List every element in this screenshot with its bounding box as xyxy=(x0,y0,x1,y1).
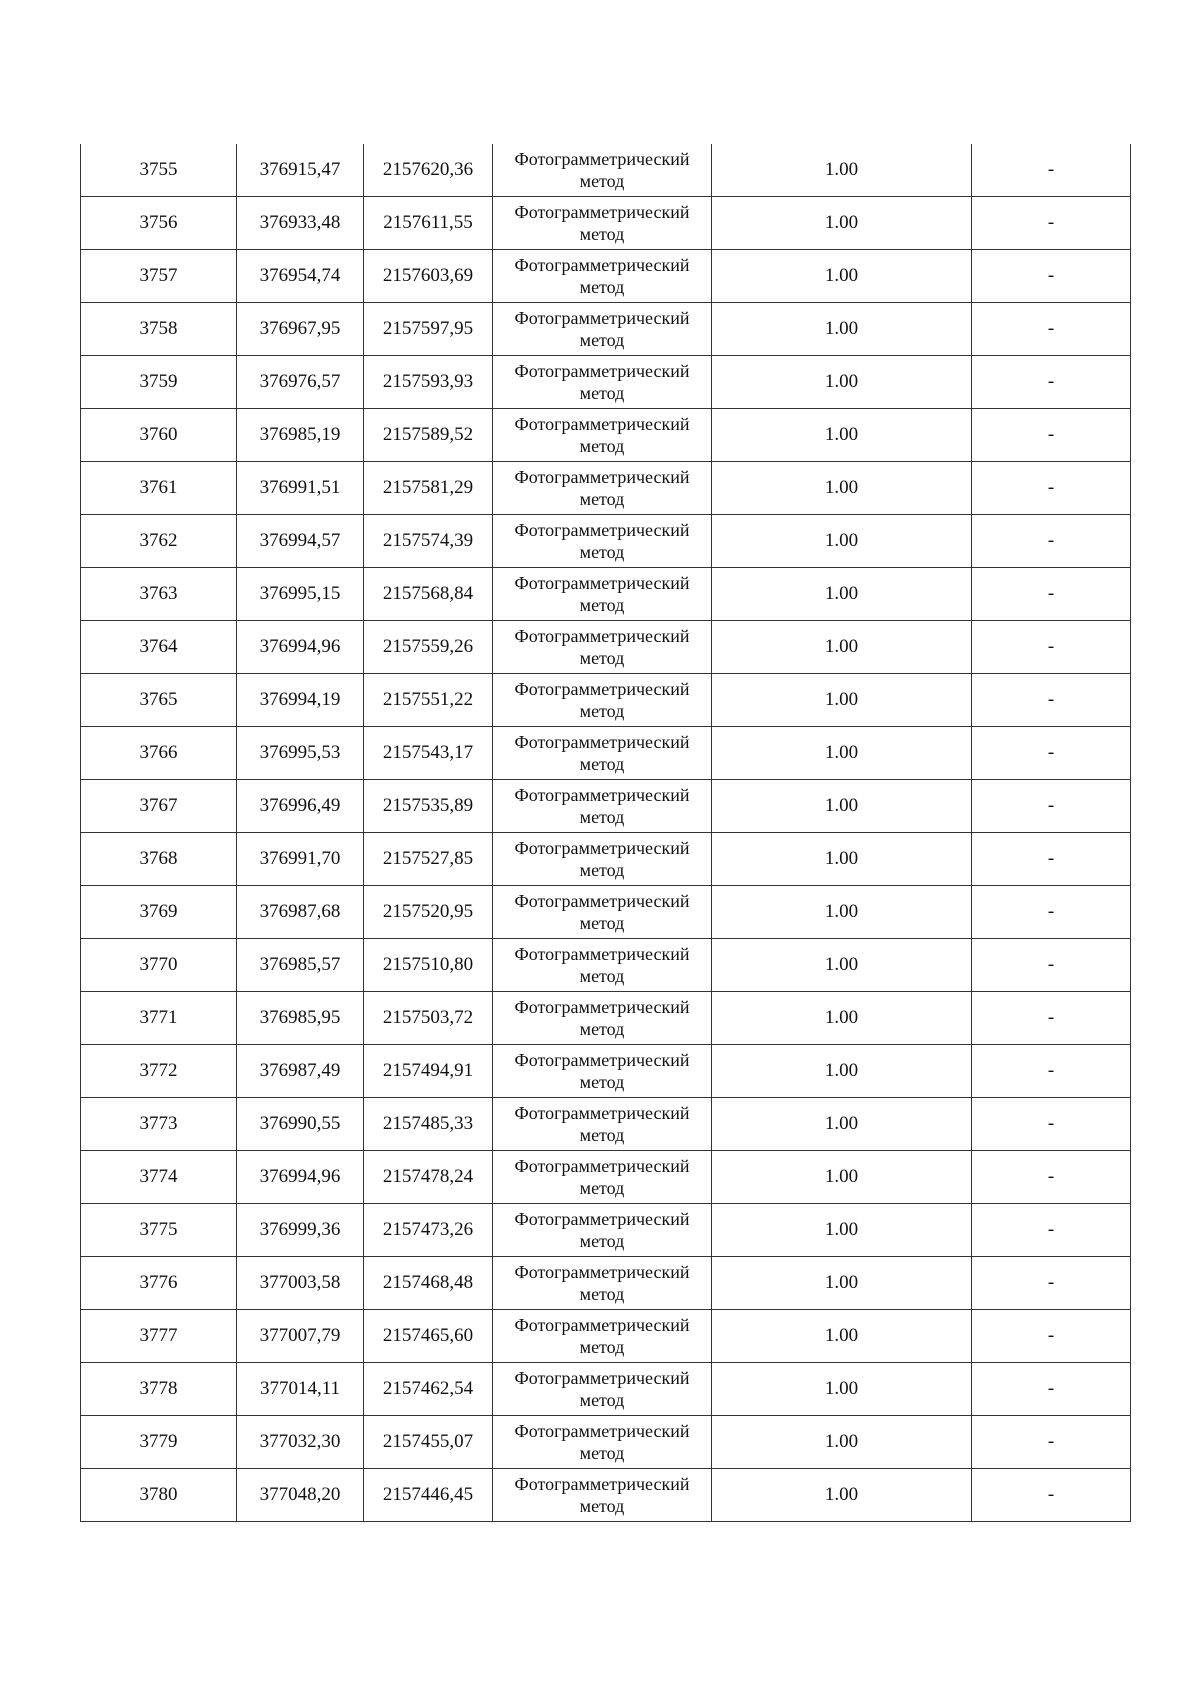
method-text-line1: Фотограмметрический xyxy=(514,1421,690,1441)
method-text-line1: Фотограмметрический xyxy=(514,1103,690,1123)
accuracy-cell: 1.00 xyxy=(712,1098,972,1151)
table-row xyxy=(81,356,1131,409)
method-text-line2: метод xyxy=(579,277,625,297)
accuracy-cell: 1.00 xyxy=(712,568,972,621)
method-text-line2: метод xyxy=(579,1178,625,1198)
table-row xyxy=(81,250,1131,303)
coordinate-x-cell: 377014,11 xyxy=(237,1363,364,1416)
method-cell xyxy=(493,144,712,197)
note-cell: - xyxy=(972,1310,1131,1363)
method-text-line2: метод xyxy=(579,542,625,562)
point-number-cell: 3758 xyxy=(81,303,237,356)
method-cell xyxy=(493,1098,712,1151)
method-text-line2: метод xyxy=(579,1390,625,1410)
method-cell xyxy=(493,727,712,780)
method-text-line2: метод xyxy=(579,330,625,350)
note-cell: - xyxy=(972,303,1131,356)
coordinate-y-cell: 2157462,54 xyxy=(364,1363,493,1416)
coordinate-x-cell: 376994,96 xyxy=(237,1151,364,1204)
coordinate-y-cell: 2157478,24 xyxy=(364,1151,493,1204)
accuracy-cell: 1.00 xyxy=(712,727,972,780)
accuracy-cell: 1.00 xyxy=(712,144,972,197)
point-number-cell: 3780 xyxy=(81,1469,237,1522)
accuracy-cell: 1.00 xyxy=(712,1204,972,1257)
method-cell xyxy=(493,674,712,727)
note-cell: - xyxy=(972,674,1131,727)
coordinate-x-cell: 377003,58 xyxy=(237,1257,364,1310)
coordinate-x-cell: 376933,48 xyxy=(237,197,364,250)
method-cell xyxy=(493,1045,712,1098)
method-text-line2: метод xyxy=(579,754,625,774)
note-cell: - xyxy=(972,144,1131,197)
accuracy-cell: 1.00 xyxy=(712,1045,972,1098)
method-text-line2: метод xyxy=(579,171,625,191)
point-number-cell: 3759 xyxy=(81,356,237,409)
accuracy-cell: 1.00 xyxy=(712,303,972,356)
method-text-line1: Фотограмметрический xyxy=(514,944,690,964)
method-text-line1: Фотограмметрический xyxy=(514,1209,690,1229)
method-cell xyxy=(493,303,712,356)
method-cell xyxy=(493,197,712,250)
note-cell: - xyxy=(972,250,1131,303)
coordinate-x-cell: 376967,95 xyxy=(237,303,364,356)
method-text-line1: Фотограмметрический xyxy=(514,785,690,805)
method-text-line2: метод xyxy=(579,489,625,509)
accuracy-cell: 1.00 xyxy=(712,250,972,303)
table-row xyxy=(81,1204,1131,1257)
coordinate-y-cell: 2157473,26 xyxy=(364,1204,493,1257)
accuracy-cell: 1.00 xyxy=(712,1416,972,1469)
method-cell xyxy=(493,409,712,462)
coordinate-y-cell: 2157597,95 xyxy=(364,303,493,356)
method-text-line1: Фотограмметрический xyxy=(514,626,690,646)
coordinate-x-cell: 376987,68 xyxy=(237,886,364,939)
point-number-cell: 3766 xyxy=(81,727,237,780)
note-cell: - xyxy=(972,886,1131,939)
method-text-line2: метод xyxy=(579,1019,625,1039)
point-number-cell: 3768 xyxy=(81,833,237,886)
coordinate-y-cell: 2157611,55 xyxy=(364,197,493,250)
table-row xyxy=(81,303,1131,356)
method-text-line2: метод xyxy=(579,595,625,615)
method-text-line2: метод xyxy=(579,807,625,827)
coordinate-y-cell: 2157520,95 xyxy=(364,886,493,939)
coordinate-x-cell: 376976,57 xyxy=(237,356,364,409)
coordinate-x-cell: 376954,74 xyxy=(237,250,364,303)
method-cell xyxy=(493,939,712,992)
method-cell xyxy=(493,1416,712,1469)
method-cell xyxy=(493,515,712,568)
table-row xyxy=(81,1416,1131,1469)
method-text-line2: метод xyxy=(579,1443,625,1463)
table-row xyxy=(81,144,1131,197)
method-cell xyxy=(493,1257,712,1310)
coordinates-table-body xyxy=(81,144,1131,1522)
coordinate-y-cell: 2157543,17 xyxy=(364,727,493,780)
table-row xyxy=(81,886,1131,939)
coordinate-x-cell: 377032,30 xyxy=(237,1416,364,1469)
table-row xyxy=(81,833,1131,886)
method-text-line1: Фотограмметрический xyxy=(514,1262,690,1282)
point-number-cell: 3777 xyxy=(81,1310,237,1363)
method-text-line2: метод xyxy=(579,1072,625,1092)
method-text-line1: Фотограмметрический xyxy=(514,891,690,911)
coordinate-y-cell: 2157603,69 xyxy=(364,250,493,303)
point-number-cell: 3757 xyxy=(81,250,237,303)
method-text-line2: метод xyxy=(579,648,625,668)
accuracy-cell: 1.00 xyxy=(712,992,972,1045)
table-row xyxy=(81,1363,1131,1416)
table-row xyxy=(81,1151,1131,1204)
method-cell xyxy=(493,462,712,515)
coordinate-x-cell: 376996,49 xyxy=(237,780,364,833)
method-text-line1: Фотограмметрический xyxy=(514,1368,690,1388)
point-number-cell: 3770 xyxy=(81,939,237,992)
point-number-cell: 3764 xyxy=(81,621,237,674)
method-text-line1: Фотограмметрический xyxy=(514,520,690,540)
accuracy-cell: 1.00 xyxy=(712,515,972,568)
coordinate-x-cell: 376990,55 xyxy=(237,1098,364,1151)
coordinate-y-cell: 2157485,33 xyxy=(364,1098,493,1151)
point-number-cell: 3767 xyxy=(81,780,237,833)
coordinate-y-cell: 2157559,26 xyxy=(364,621,493,674)
method-cell xyxy=(493,1204,712,1257)
table-row xyxy=(81,197,1131,250)
point-number-cell: 3760 xyxy=(81,409,237,462)
method-text-line1: Фотограмметрический xyxy=(514,255,690,275)
note-cell: - xyxy=(972,462,1131,515)
note-cell: - xyxy=(972,780,1131,833)
method-cell xyxy=(493,992,712,1045)
method-text-line1: Фотограмметрический xyxy=(514,202,690,222)
method-cell xyxy=(493,356,712,409)
method-cell xyxy=(493,568,712,621)
coordinate-y-cell: 2157465,60 xyxy=(364,1310,493,1363)
method-text-line2: метод xyxy=(579,383,625,403)
method-text-line1: Фотограмметрический xyxy=(514,838,690,858)
method-text-line1: Фотограмметрический xyxy=(514,149,690,169)
coordinate-x-cell: 376985,95 xyxy=(237,992,364,1045)
method-text-line1: Фотограмметрический xyxy=(514,467,690,487)
accuracy-cell: 1.00 xyxy=(712,462,972,515)
coordinate-y-cell: 2157574,39 xyxy=(364,515,493,568)
table-row xyxy=(81,1257,1131,1310)
accuracy-cell: 1.00 xyxy=(712,1310,972,1363)
coordinate-y-cell: 2157510,80 xyxy=(364,939,493,992)
point-number-cell: 3756 xyxy=(81,197,237,250)
point-number-cell: 3755 xyxy=(81,144,237,197)
table-row xyxy=(81,780,1131,833)
note-cell: - xyxy=(972,621,1131,674)
accuracy-cell: 1.00 xyxy=(712,780,972,833)
method-text-line1: Фотограмметрический xyxy=(514,573,690,593)
method-cell xyxy=(493,886,712,939)
method-cell xyxy=(493,250,712,303)
coordinate-x-cell: 376994,96 xyxy=(237,621,364,674)
coordinate-y-cell: 2157455,07 xyxy=(364,1416,493,1469)
table-row xyxy=(81,515,1131,568)
method-text-line1: Фотограмметрический xyxy=(514,732,690,752)
table-row xyxy=(81,462,1131,515)
note-cell: - xyxy=(972,1363,1131,1416)
coordinates-table xyxy=(80,144,1131,1522)
method-text-line2: метод xyxy=(579,860,625,880)
note-cell: - xyxy=(972,409,1131,462)
method-text-line1: Фотограмметрический xyxy=(514,308,690,328)
coordinate-x-cell: 376995,15 xyxy=(237,568,364,621)
table-row xyxy=(81,1310,1131,1363)
coordinate-x-cell: 376985,57 xyxy=(237,939,364,992)
method-text-line1: Фотограмметрический xyxy=(514,1050,690,1070)
method-text-line1: Фотограмметрический xyxy=(514,414,690,434)
coordinate-y-cell: 2157527,85 xyxy=(364,833,493,886)
method-cell xyxy=(493,621,712,674)
coordinate-x-cell: 376987,49 xyxy=(237,1045,364,1098)
point-number-cell: 3775 xyxy=(81,1204,237,1257)
method-text-line1: Фотограмметрический xyxy=(514,361,690,381)
accuracy-cell: 1.00 xyxy=(712,1257,972,1310)
coordinate-x-cell: 376999,36 xyxy=(237,1204,364,1257)
table-row xyxy=(81,674,1131,727)
note-cell: - xyxy=(972,992,1131,1045)
table-row xyxy=(81,1098,1131,1151)
coordinate-y-cell: 2157535,89 xyxy=(364,780,493,833)
note-cell: - xyxy=(972,727,1131,780)
table-row xyxy=(81,409,1131,462)
method-text-line2: метод xyxy=(579,913,625,933)
table-row xyxy=(81,727,1131,780)
note-cell: - xyxy=(972,1469,1131,1522)
accuracy-cell: 1.00 xyxy=(712,1151,972,1204)
coordinate-x-cell: 376985,19 xyxy=(237,409,364,462)
method-text-line1: Фотограмметрический xyxy=(514,997,690,1017)
note-cell: - xyxy=(972,568,1131,621)
accuracy-cell: 1.00 xyxy=(712,409,972,462)
note-cell: - xyxy=(972,356,1131,409)
table-row xyxy=(81,1469,1131,1522)
method-text-line1: Фотограмметрический xyxy=(514,1156,690,1176)
table-row xyxy=(81,992,1131,1045)
method-cell xyxy=(493,833,712,886)
point-number-cell: 3765 xyxy=(81,674,237,727)
coordinate-y-cell: 2157581,29 xyxy=(364,462,493,515)
method-text-line2: метод xyxy=(579,436,625,456)
note-cell: - xyxy=(972,197,1131,250)
accuracy-cell: 1.00 xyxy=(712,621,972,674)
accuracy-cell: 1.00 xyxy=(712,356,972,409)
method-text-line2: метод xyxy=(579,966,625,986)
method-text-line1: Фотограмметрический xyxy=(514,1315,690,1335)
method-text-line2: метод xyxy=(579,1337,625,1357)
accuracy-cell: 1.00 xyxy=(712,1363,972,1416)
coordinate-y-cell: 2157593,93 xyxy=(364,356,493,409)
coordinate-x-cell: 376915,47 xyxy=(237,144,364,197)
note-cell: - xyxy=(972,1098,1131,1151)
note-cell: - xyxy=(972,939,1131,992)
method-text-line2: метод xyxy=(579,701,625,721)
note-cell: - xyxy=(972,1151,1131,1204)
coordinate-x-cell: 376995,53 xyxy=(237,727,364,780)
note-cell: - xyxy=(972,515,1131,568)
note-cell: - xyxy=(972,833,1131,886)
coordinate-x-cell: 376991,70 xyxy=(237,833,364,886)
coordinate-y-cell: 2157551,22 xyxy=(364,674,493,727)
accuracy-cell: 1.00 xyxy=(712,1469,972,1522)
note-cell: - xyxy=(972,1257,1131,1310)
method-cell xyxy=(493,780,712,833)
accuracy-cell: 1.00 xyxy=(712,197,972,250)
note-cell: - xyxy=(972,1045,1131,1098)
note-cell: - xyxy=(972,1416,1131,1469)
point-number-cell: 3761 xyxy=(81,462,237,515)
point-number-cell: 3776 xyxy=(81,1257,237,1310)
method-text-line1: Фотограмметрический xyxy=(514,679,690,699)
table-row xyxy=(81,939,1131,992)
method-text-line2: метод xyxy=(579,1231,625,1251)
method-cell xyxy=(493,1310,712,1363)
point-number-cell: 3774 xyxy=(81,1151,237,1204)
point-number-cell: 3771 xyxy=(81,992,237,1045)
coordinate-x-cell: 377007,79 xyxy=(237,1310,364,1363)
coordinate-y-cell: 2157494,91 xyxy=(364,1045,493,1098)
method-text-line2: метод xyxy=(579,1125,625,1145)
point-number-cell: 3769 xyxy=(81,886,237,939)
coordinate-x-cell: 377048,20 xyxy=(237,1469,364,1522)
method-text-line2: метод xyxy=(579,1284,625,1304)
table-row xyxy=(81,1045,1131,1098)
method-text-line2: метод xyxy=(579,224,625,244)
coordinate-y-cell: 2157568,84 xyxy=(364,568,493,621)
coordinate-x-cell: 376994,19 xyxy=(237,674,364,727)
accuracy-cell: 1.00 xyxy=(712,674,972,727)
method-text-line1: Фотограмметрический xyxy=(514,1474,690,1494)
coordinate-y-cell: 2157589,52 xyxy=(364,409,493,462)
method-cell xyxy=(493,1363,712,1416)
point-number-cell: 3763 xyxy=(81,568,237,621)
note-cell: - xyxy=(972,1204,1131,1257)
coordinate-y-cell: 2157620,36 xyxy=(364,144,493,197)
accuracy-cell: 1.00 xyxy=(712,939,972,992)
accuracy-cell: 1.00 xyxy=(712,833,972,886)
coordinate-x-cell: 376994,57 xyxy=(237,515,364,568)
method-text-line2: метод xyxy=(579,1496,625,1516)
coordinate-x-cell: 376991,51 xyxy=(237,462,364,515)
method-cell xyxy=(493,1151,712,1204)
table-row xyxy=(81,568,1131,621)
point-number-cell: 3762 xyxy=(81,515,237,568)
point-number-cell: 3772 xyxy=(81,1045,237,1098)
point-number-cell: 3773 xyxy=(81,1098,237,1151)
method-cell xyxy=(493,1469,712,1522)
table-row xyxy=(81,621,1131,674)
accuracy-cell: 1.00 xyxy=(712,886,972,939)
coordinate-y-cell: 2157503,72 xyxy=(364,992,493,1045)
point-number-cell: 3778 xyxy=(81,1363,237,1416)
coordinate-y-cell: 2157468,48 xyxy=(364,1257,493,1310)
coordinate-y-cell: 2157446,45 xyxy=(364,1469,493,1522)
point-number-cell: 3779 xyxy=(81,1416,237,1469)
